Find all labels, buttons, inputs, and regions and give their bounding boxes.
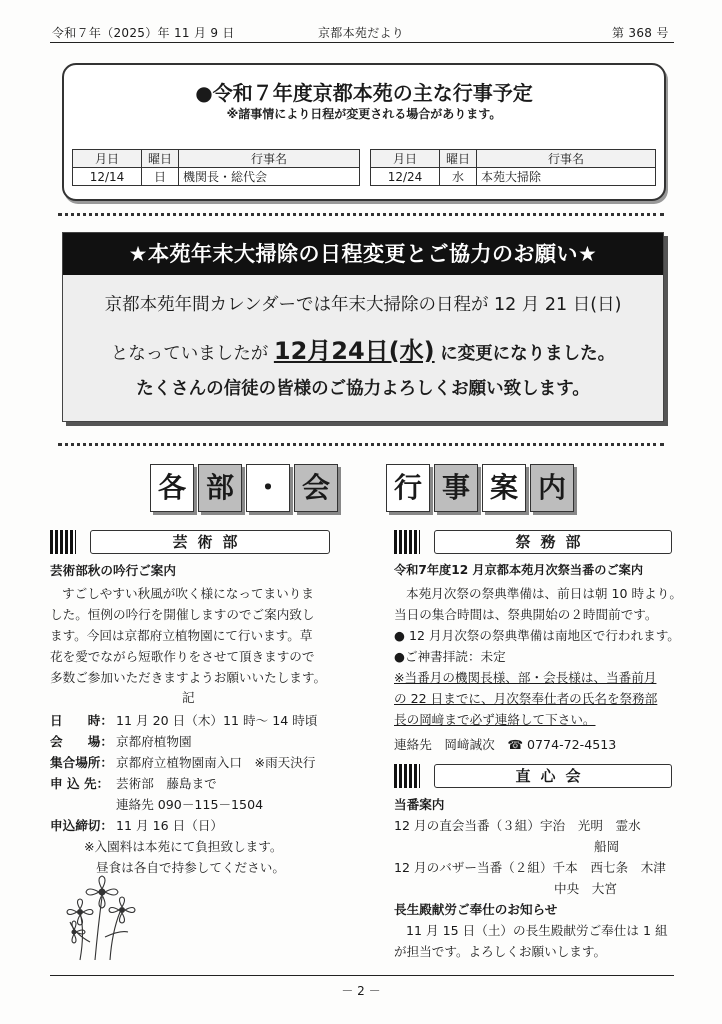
cosmos-flower-illustration bbox=[60, 872, 150, 962]
row-day: 日 bbox=[142, 168, 179, 186]
dotted-divider bbox=[58, 443, 664, 446]
detail-label: 会 場： bbox=[50, 734, 113, 749]
body-line: ます。今回は京都府立植物園にて行います。草 bbox=[50, 628, 313, 643]
body-line: 花を愛でながら短歌作りをさせて頂きますので bbox=[50, 649, 315, 664]
jikishin-body bbox=[394, 794, 684, 962]
schedule-table-right bbox=[370, 149, 656, 186]
detail-row bbox=[50, 752, 350, 773]
body-line: すごしやすい秋風が吹く様になってまいりま bbox=[62, 586, 314, 601]
row-date: 12/14 bbox=[73, 168, 142, 186]
header-rule bbox=[50, 42, 674, 43]
body-line: 多数ご参加いただきますようお願いいたします。 bbox=[50, 670, 327, 685]
detail-value: 11 月 20 日（木）11 時～ 14 時頃 bbox=[116, 713, 318, 728]
detail-row bbox=[50, 710, 350, 731]
saimu-heading: 令和7年度12 月京都本苑月次祭当番のご案内 bbox=[394, 563, 644, 577]
banner-char: 事 bbox=[434, 464, 478, 512]
col-event: 行事名 bbox=[477, 150, 656, 168]
banner-char: 各 bbox=[150, 464, 194, 512]
detail-value: 京都府植物園 bbox=[116, 734, 192, 749]
stripes-icon bbox=[394, 764, 420, 788]
notice-line-3: たくさんの信徒の皆様のご協力よろしくお願い致します。 bbox=[136, 379, 590, 399]
page-number: － 2 － bbox=[341, 984, 381, 998]
banner-char: 内 bbox=[530, 464, 574, 512]
footer-rule bbox=[50, 975, 674, 976]
dept-header-geijutsu: 芸術部 bbox=[90, 530, 330, 554]
duty-line: 12 月のバザー当番（２組）千本 西七条 木津 bbox=[394, 860, 666, 875]
schedule-title: ●令和７年度京都本苑の主な行事予定 bbox=[195, 81, 533, 105]
duty-line: 中央 大宮 bbox=[554, 881, 617, 896]
notice-line-2-pre: となっていましたが bbox=[110, 344, 269, 364]
notice-line-2-post: に変更になりました。 bbox=[440, 344, 616, 364]
geijutsu-heading: 芸術部秋の吟行ご案内 bbox=[50, 563, 176, 578]
schedule-table-left bbox=[72, 149, 360, 186]
detail-value: 昼食は各自で持参してください。 bbox=[96, 860, 285, 875]
ki-mark: 記 bbox=[182, 690, 195, 705]
row-date: 12/24 bbox=[371, 168, 440, 186]
schedule-box bbox=[62, 63, 666, 201]
table-row bbox=[371, 168, 656, 186]
issue-date: 令和７年（2025）年 11 月 9 日 bbox=[52, 26, 235, 40]
duty-heading: 当番案内 bbox=[394, 797, 445, 812]
new-date: 12月24日(水) bbox=[273, 337, 435, 365]
col-date: 月日 bbox=[371, 150, 440, 168]
detail-row bbox=[50, 794, 350, 815]
detail-label: 集合場所： bbox=[50, 755, 113, 770]
col-day: 曜日 bbox=[440, 150, 477, 168]
table-row bbox=[73, 168, 360, 186]
dept-header-jikishin: 直心会 bbox=[434, 764, 672, 788]
row-event: 本苑大掃除 bbox=[477, 168, 656, 186]
detail-value: 芸術部 藤島まで bbox=[116, 776, 217, 791]
banner-char: 案 bbox=[482, 464, 526, 512]
saimu-contact: 連絡先 岡﨑誠次 ☎ 0774-72-4513 bbox=[394, 737, 617, 752]
banner-char: 行 bbox=[386, 464, 430, 512]
detail-value: 11 月 16 日（日） bbox=[116, 818, 224, 833]
body-line: 本苑月次祭の祭典準備は、前日は朝 10 時より。 bbox=[406, 586, 682, 601]
notice-title: ★本苑年末大掃除の日程変更とご協力のお願い★ bbox=[63, 233, 663, 275]
col-event: 行事名 bbox=[179, 150, 360, 168]
chosei-line: 11 月 15 日（土）の長生殿献労ご奉仕は 1 組 bbox=[406, 923, 668, 938]
detail-row bbox=[50, 815, 350, 836]
body-line: した。恒例の吟行を開催しますのでご案内致し bbox=[50, 607, 315, 622]
notice-box bbox=[62, 232, 664, 422]
col-date: 月日 bbox=[73, 150, 142, 168]
schedule-note: ※諸事情により日程が変更される場合があります。 bbox=[226, 107, 502, 121]
body-line: 当日の集合時間は、祭典開始の２時間前です。 bbox=[394, 607, 658, 622]
detail-value: 京都府立植物園南入口 ※雨天決行 bbox=[116, 755, 316, 770]
table-header-row bbox=[73, 150, 360, 168]
stripes-icon bbox=[394, 530, 420, 554]
newsletter-title: 京都本苑だより bbox=[318, 26, 405, 40]
detail-value: ※入園料は本苑にて負担致します。 bbox=[84, 839, 283, 854]
body-line: 長の岡﨑まで必ず連絡して下さい。 bbox=[394, 712, 596, 727]
detail-label: 申 込 先： bbox=[50, 776, 110, 791]
banner-char: 会 bbox=[294, 464, 338, 512]
detail-label: 日 時： bbox=[50, 713, 113, 728]
dotted-divider bbox=[58, 213, 664, 216]
detail-row bbox=[50, 731, 350, 752]
body-line: ※当番月の機関長様、部・会長様は、当番前月 bbox=[394, 670, 657, 685]
table-header-row bbox=[371, 150, 656, 168]
banner-char: ・ bbox=[246, 464, 290, 512]
body-line: ● 12 月月次祭の祭典準備は南地区で行われます。 bbox=[394, 628, 680, 643]
duty-line: 12 月の直会当番（３組）宇治 光明 霊水 bbox=[394, 818, 641, 833]
body-line: の 22 日までに、月次祭奉仕者の氏名を祭務部 bbox=[394, 691, 658, 706]
banner-char: 部 bbox=[198, 464, 242, 512]
body-line: ●ご神書拝読：未定 bbox=[394, 649, 506, 664]
duty-line: 船岡 bbox=[594, 839, 620, 854]
detail-value: 連絡先 090－115－1504 bbox=[116, 797, 264, 812]
dept-header-saimu: 祭務部 bbox=[434, 530, 672, 554]
chosei-heading: 長生殿献労ご奉仕のお知らせ bbox=[394, 902, 558, 917]
detail-row bbox=[50, 773, 350, 794]
geijutsu-body bbox=[50, 583, 340, 688]
row-day: 水 bbox=[440, 168, 477, 186]
row-event: 機関長・総代会 bbox=[179, 168, 360, 186]
detail-row bbox=[50, 836, 350, 857]
stripes-icon bbox=[50, 530, 76, 554]
issue-number: 第 368 号 bbox=[612, 26, 669, 40]
chosei-line: が担当です。よろしくお願いします。 bbox=[394, 944, 607, 959]
notice-line-1: 京都本苑年間カレンダーでは年末大掃除の日程が 12 月 21 日(日) bbox=[104, 295, 622, 315]
detail-label: 申込締切： bbox=[50, 818, 113, 833]
saimu-body bbox=[394, 583, 684, 755]
notice-line-2 bbox=[63, 331, 663, 366]
geijutsu-details bbox=[50, 710, 350, 878]
col-day: 曜日 bbox=[142, 150, 179, 168]
